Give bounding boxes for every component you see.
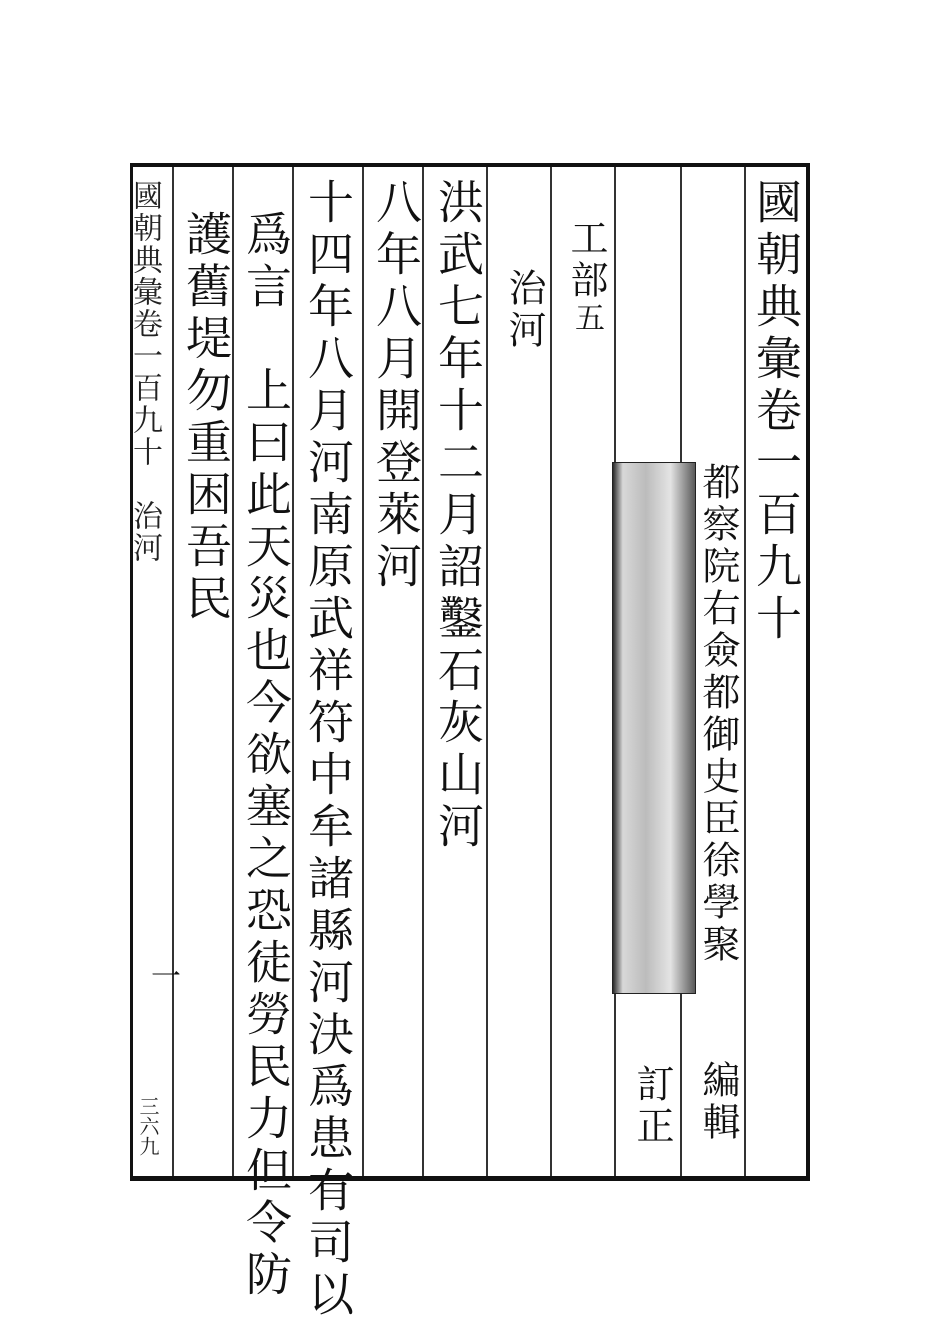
compile-mark: 編輯 — [696, 1060, 740, 1144]
frame-bottom-rule — [130, 1176, 810, 1181]
book-title: 國朝典彙卷一百九十 — [749, 178, 803, 646]
banxin-folio: 三六九 — [136, 1096, 160, 1156]
ministry-index: 五 — [569, 302, 604, 336]
correction-mark: 訂正 — [630, 1064, 674, 1148]
entry-text: 護舊堤勿重困吾民 — [179, 210, 233, 626]
compiler-credit: 都察院右僉都御史臣徐學聚 — [696, 462, 740, 966]
damaged-paper-area — [612, 462, 696, 994]
banxin-page-number: 一 — [145, 960, 180, 996]
entry-text: 八年八月開登萊河 — [369, 178, 423, 594]
banxin-title: 國朝典彙卷一百九十 治河 — [127, 180, 162, 564]
ministry-name: 工部 — [564, 218, 608, 302]
frame-right-rule — [806, 163, 810, 1181]
column-divider — [172, 167, 174, 1176]
column-divider — [486, 167, 488, 1176]
ministry-heading — [558, 218, 614, 336]
topic-heading: 治河 — [502, 268, 546, 352]
column-divider — [362, 167, 364, 1176]
entry-text: 十四年八月河南原武祥符中牟諸縣河決爲患有司以 — [301, 178, 355, 1322]
entry-text: 爲言 上曰此天災也今欲塞之恐徒勞民力但令防 — [239, 210, 293, 1302]
entry-text: 洪武七年十二月詔鑿石灰山河 — [431, 178, 485, 854]
